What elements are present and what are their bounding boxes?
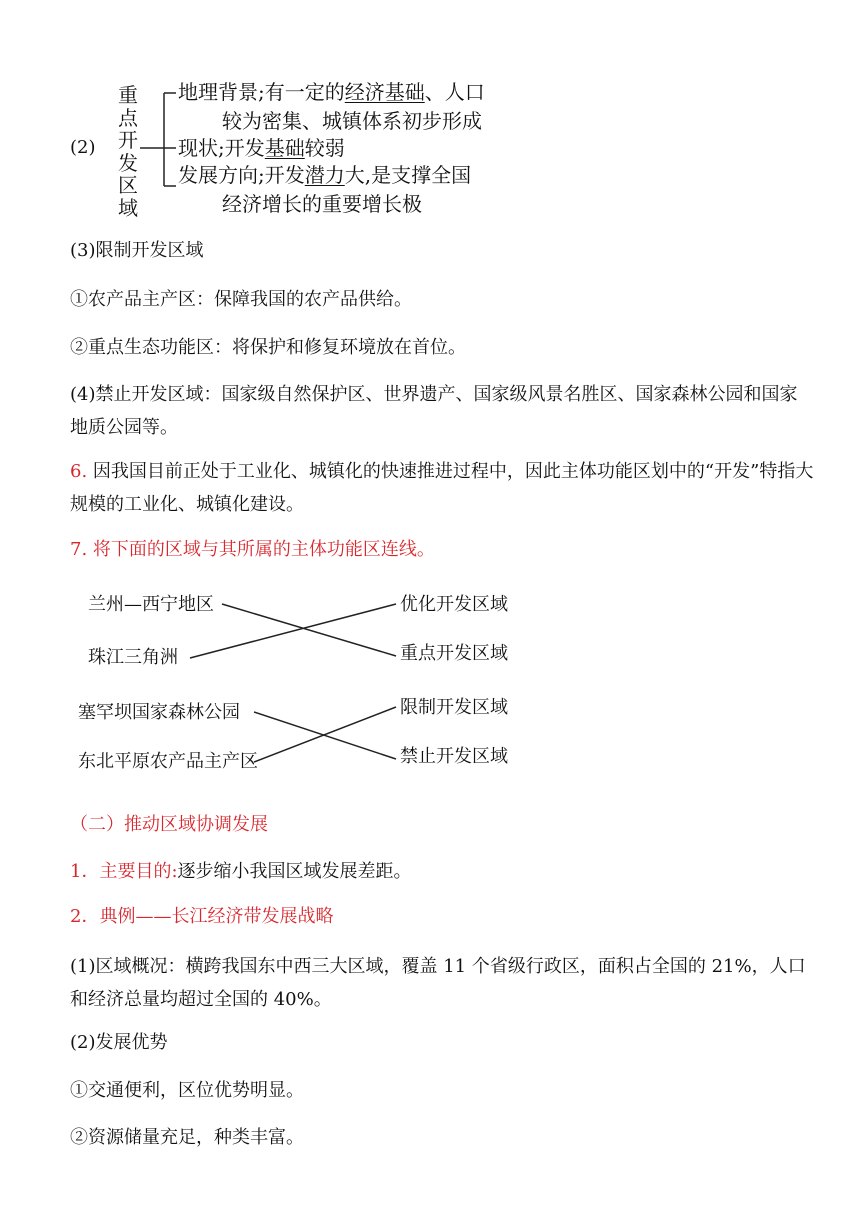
question-6-number: 6. [70,461,88,482]
diagram-number: (2) [70,137,96,158]
question-6-text: 因我国目前正处于工业化、城镇化的快速推进过程中，因此主体功能区划中的“开发”特指大规模的工业化、城镇化建设。 [70,461,814,515]
sec3-item-1: ①农产品主产区：保障我国的农产品供给。 [70,289,412,310]
part2-section-1-label: 1．主要目的: [70,861,178,882]
title-char: 发 [118,150,138,175]
match-right-4: 禁止开发区域 [400,746,508,767]
title-char: 开 [118,128,138,152]
match-left-4: 东北平原农产品主产区 [78,751,258,772]
sec4-paragraph: (4)禁止开发区域：国家级自然保护区、世界遗产、国家级风景名胜区、国家森林公园和国家地质公园等。 [70,384,798,438]
title-char: 重 [118,83,138,107]
sec3-title: (3)限制开发区域 [70,240,204,261]
sec3-item-2: ②重点生态功能区：将保护和修复环境放在首位。 [70,337,466,358]
match-line [254,712,396,759]
diagram-line-1: 地理背景;有一定的经济基础、人口 [178,80,485,104]
blank-base: 基础 [264,136,305,160]
part2-p2-title: (2)发展优势 [70,1032,168,1053]
title-char: 点 [118,105,138,130]
part2-title: （二）推动区域协调发展 [70,814,268,835]
match-left-2: 珠江三角洲 [88,647,178,668]
part2-section-1 [70,861,412,883]
diagram-line-5: 经济增长的重要增长极 [222,192,422,216]
match-line [190,604,396,658]
match-left-3: 塞罕坝国家森林公园 [78,702,240,723]
title-char: 区 [118,173,138,197]
question-7-number: 7. [70,539,88,560]
diagram-line-4: 发展方向;开发潜力大,是支撑全国 [178,163,472,187]
title-char: 域 [118,195,138,220]
blank-economic-base: 经济基础 [344,80,425,104]
match-left-1: 兰州—西宁地区 [88,594,214,615]
part2-p2-item-1: ①交通便利，区位优势明显。 [70,1080,304,1101]
part2-section-2-title: 2．典例——长江经济带发展战略 [70,906,334,927]
blank-potential: 潜力 [304,163,345,187]
part2-p2-item-2: ②资源储量充足，种类丰富。 [70,1127,304,1148]
match-line [254,707,396,762]
match-right-3: 限制开发区域 [400,697,508,718]
match-right-1: 优化开发区域 [400,594,508,615]
question-7-text: 将下面的区域与其所属的主体功能区连线。 [92,539,435,560]
match-right-2: 重点开发区域 [400,643,508,664]
part2-p1: (1)区域概况：横跨我国东中西三大区域，覆盖 11 个省级行政区，面积占全国的 21%，人口和经济总量均超过全国的 40%。 [70,956,806,1010]
part2-section-1-text: 逐步缩小我国区域发展差距。 [177,861,412,882]
match-line [222,604,396,656]
diagram-line-2: 较为密集、城镇体系初步形成 [222,109,482,133]
diagram-line-3: 现状;开发基础较弱 [178,136,345,160]
